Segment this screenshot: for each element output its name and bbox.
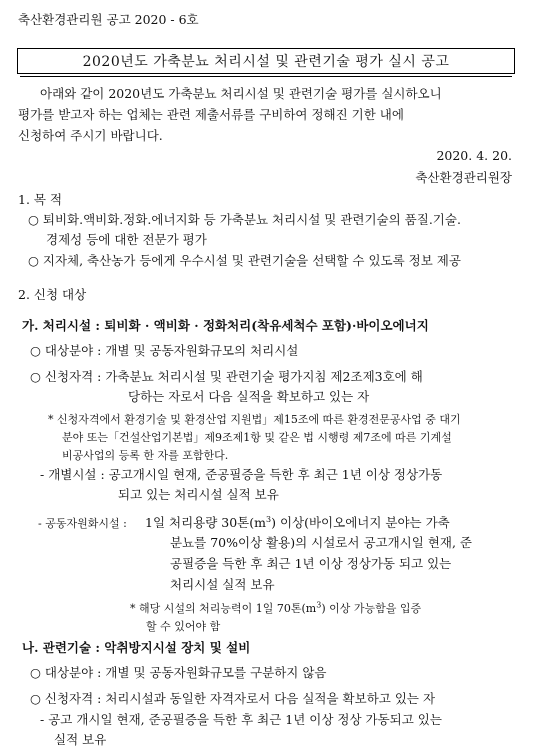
ga-note-line-1: * 신청자격에서 환경기술 및 환경산업 지원법」제15조에 따른 환경전문공사업 중 대기 (48, 413, 461, 426)
notice-title: 2020년도 가축분뇨 처리시설 및 관련기술 평가 실시 공고 (82, 54, 450, 70)
na-qualification: ○ 신청자격 : 처리시설과 동일한 자격자로서 다음 실적을 확보하고 있는 자 (30, 691, 436, 706)
ga-joint-line-1 (145, 513, 450, 531)
intro-line-1: 아래와 같이 2020년도 가축분뇨 처리시설 및 관련기술 평가를 실시하오니 (40, 86, 442, 101)
notice-title-box (17, 48, 515, 74)
ga-qualification-line-2: 당하는 자로서 다음 실적을 확보하고 있는 자 (128, 389, 370, 404)
ga-joint-line-4: 처리시설 실적 보유 (170, 577, 275, 592)
intro-line-2: 평가를 받고자 하는 업체는 관련 제출서류를 구비하여 정해진 기한 내에 (18, 107, 404, 122)
ga-note-line-2: 분야 또는「건설산업기본법」제9조제1항 및 같은 법 시행령 제7조에 따른 기계설 (62, 431, 452, 444)
section-2-heading: 2. 신청 대상 (18, 287, 87, 302)
na-record-line-2: 실적 보유 (54, 732, 107, 747)
ga-joint-label: - 공동자원화시설 : (38, 517, 127, 530)
ga-individual-line-1: - 개별시설 : 공고개시일 현재, 준공필증을 득한 후 최근 1년 이상 정상가동 (40, 467, 443, 482)
ga-qualification-line-1: ○ 신청자격 : 가축분뇨 처리시설 및 관련기술 평가지침 제2조제3호에 해 (30, 369, 423, 384)
notice-issuer: 축산환경관리원장 (415, 170, 512, 185)
intro-line-3: 신청하여 주시기 바랍니다. (18, 128, 163, 143)
ga-joint-note-post: ) 이상 가능함을 입증 (321, 602, 422, 615)
ga-joint-line-1-pre: 1일 처리용량 30톤(m (145, 515, 266, 530)
section-1-heading: 1. 목 적 (18, 192, 63, 207)
section-1-item-1-line-2: 경제성 등에 대한 전문가 평가 (46, 232, 207, 247)
ga-scope: ○ 대상분야 : 개별 및 공동자원화규모의 처리시설 (30, 343, 299, 358)
subsection-na-heading: 나. 관련기술 : 악취방지시설 장치 및 설비 (22, 640, 251, 655)
notice-number: 축산환경관리원 공고 2020 - 6호 (18, 12, 199, 27)
section-1-item-1-line-1: ○ 퇴비화.액비화.정화.에너지화 등 가축분뇨 처리시설 및 관련기술의 품질.기술. (28, 212, 461, 227)
subsection-ga-heading: 가. 처리시설 : 퇴비화 · 액비화 · 정화처리(착유세척수 포함)·바이오에너지 (22, 318, 429, 333)
ga-note-line-3: 비공사업의 등록 한 자를 포함한다. (62, 449, 229, 462)
ga-individual-line-2: 되고 있는 처리시설 실적 보유 (118, 487, 279, 502)
na-record-line-1: - 공고 개시일 현재, 준공필증을 득한 후 최근 1년 이상 정상 가동되고 있는 (40, 712, 442, 727)
ga-joint-note-sup: 3 (316, 600, 322, 610)
na-scope: ○ 대상분야 : 개별 및 공동자원화규모를 구분하지 않음 (30, 665, 327, 680)
ga-joint-line-1-sup: 3 (266, 514, 272, 524)
ga-joint-line-1-post: ) 이상(바이오에너지 분야는 가축 (271, 515, 450, 530)
ga-joint-note-pre: * 해당 시설의 처리능력이 1일 70톤(m (130, 602, 317, 615)
ga-joint-note-line-2: 할 수 있어야 함 (146, 620, 221, 633)
ga-joint-note-line-1 (130, 600, 421, 616)
notice-date: 2020. 4. 20. (436, 148, 512, 163)
section-1-item-2: ○ 지자체, 축산농가 등에게 우수시설 및 관련기술을 선택할 수 있도록 정보 제공 (28, 253, 461, 268)
ga-joint-line-3: 공필증을 득한 후 최근 1년 이상 정상가동 되고 있는 (170, 556, 452, 571)
ga-joint-line-2: 분뇨를 70%이상 활용)의 시설로서 공고개시일 현재, 준 (170, 535, 472, 550)
